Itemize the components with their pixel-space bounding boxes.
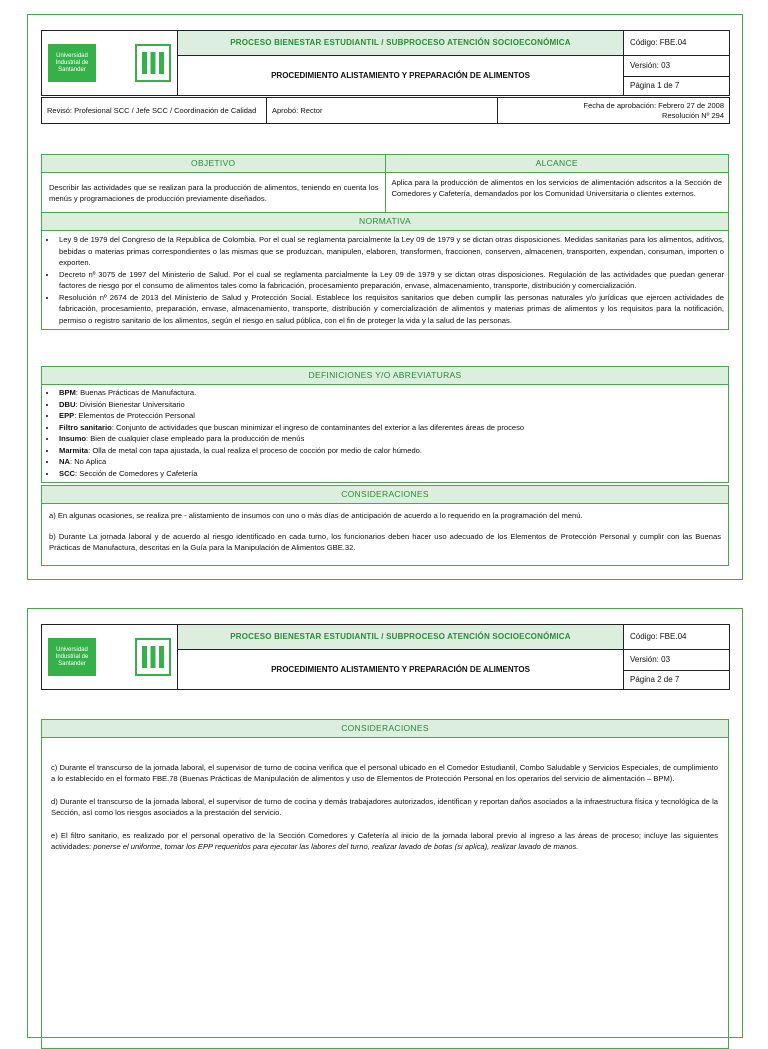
logo-badge: Universidad Industrial de Santander	[48, 638, 96, 676]
document-code: Código: FBE.04	[624, 31, 730, 56]
document-version: Versión: 03	[624, 650, 729, 671]
objetivo-alcance-section	[41, 154, 729, 330]
reviewed-by: Revisó: Profesional SCC / Jefe SCC / Coordinación de Calidad	[42, 98, 267, 124]
document-title: PROCEDIMIENTO ALISTAMIENTO Y PREPARACIÓN DE ALIMENTOS	[178, 650, 624, 690]
objetivo-heading: OBJETIVO	[42, 155, 385, 173]
page-number: Página 2 de 7	[630, 675, 680, 684]
approval-date: Fecha de aprobación: Febrero 27 de 2008	[583, 100, 724, 110]
normativa-list	[42, 234, 724, 326]
consideracion-a: a) En algunas ocasiones, se realiza pre - alistamiento de insumos con uno o más días de anticipación de acuerdo a lo requerido en la programación del menú.	[49, 511, 583, 520]
list-item: • Ley 9 de 1979 del Congreso de la Republica de Colombia. Por el cual se reglamenta parcialmente la Ley 09 de 1979 y se dictan otras disposiciones. Medidas sanitarias para los alimentos, aditivos, bebidas o materias primas correspondientes o las mismas que se produzcan, manipulen, elaboren, transformen, fraccionen, conserven, almacenen, transporten, expendan, consuman, importen o exporten.	[57, 234, 724, 269]
page-number: Página 1 de 7	[630, 81, 680, 90]
document-version: Versión: 03	[624, 56, 729, 77]
process-name: PROCESO BIENESTAR ESTUDIANTIL / SUBPROCESO ATENCIÓN SOCIOECONÓMICA	[178, 625, 624, 650]
definiciones-section	[41, 366, 729, 483]
uis-logo-icon	[135, 44, 171, 82]
normativa-heading: NORMATIVA	[42, 212, 728, 231]
definiciones-list	[42, 387, 724, 479]
list-item: • Insumo: Bien de cualquier clase empleado para la producción de menús	[57, 433, 724, 445]
document-page-2	[27, 608, 743, 1038]
consideracion-e: e) El filtro sanitario, es realizado por el personal operativo de la Sección Comedores y Cafetería al inicio de la jornada laboral previo al ingreso a las áreas de proceso; incluye las siguientes actividades: ponerse el uniforme, tomar los EPP requeridos para ejecutar las labores del turno, realizar lavado de botas (si aplica), realizar lavado de manos.	[51, 831, 718, 851]
list-item: • Filtro sanitario: Conjunto de actividades que buscan minimizar el ingreso de contaminantes del exterior a las diferentes áreas de proceso	[57, 422, 724, 434]
list-item: • Decreto nº 3075 de 1997 del Ministerio de Salud. Por el cual se reglamenta parcialmente la Ley 09 de 1979 y se dictan otras disposiciones. Regulación de las actividades que puedan generar factores de riesgo por el consumo de alimentos tales como la fabricación, procesamiento preparación, envase, almacenamiento, transporte, distribución y comercialización.	[57, 269, 724, 292]
list-item: • BPM: Buenas Prácticas de Manufactura.	[57, 387, 724, 399]
approved-by: Aprobó: Rector	[267, 98, 498, 124]
list-item: • NA: No Aplica	[57, 456, 724, 468]
list-item: • EPP: Elementos de Protección Personal	[57, 410, 724, 422]
list-item: • Resolución nº 2674 de 2013 del Ministerio de Salud y Protección Social. Establece los requisitos sanitarios que deben cumplir las personas naturales y/o jurídicas que ejercen actividades de fabricación, procesamiento, preparación, envase, almacenamiento, transporte, distribución y comercialización de alimentos y materias primas de alimentos y los requisitos para la notificación, permiso o registro sanitario de los alimentos, según el riesgo en salud pública, con el fin de proteger la vida y la salud de las personas.	[57, 292, 724, 327]
consideraciones-section-continued	[41, 719, 729, 1049]
university-logo	[42, 625, 178, 690]
consideraciones-heading: CONSIDERACIONES	[42, 485, 728, 504]
approval-row	[41, 97, 730, 124]
alcance-heading: ALCANCE	[386, 155, 729, 173]
resolution-number: Resolución Nº 294	[662, 110, 724, 120]
consideracion-d: d) Durante el transcurso de la jornada laboral, el supervisor de turno de cocina y demás trabajadores autorizados, identifican y reportan daños asociados a la infraestructura física y tecnológica de la Sección, así como los riesgos asociados a la prestación del servicio.	[51, 797, 718, 817]
logo-badge: Universidad Industrial de Santander	[48, 44, 96, 82]
document-header	[41, 624, 730, 690]
consideracion-b: b) Durante La jornada laboral y de acuerdo al riesgo identificado en cada turno, los funcionarios deben hacer uso adecuado de los Elementos de Protección Personal y cumplir con las Buenas Prácticas de Manufactura, descritas en la Guía para la Manipulación de Alimentos GBE.32.	[49, 532, 721, 552]
list-item: • SCC: Sección de Comedores y Cafetería	[57, 468, 724, 480]
list-item: • DBU: División Bienestar Universitario	[57, 399, 724, 411]
consideracion-c: c) Durante el transcurso de la jornada laboral, el supervisor de turno de cocina verifica que el personal ubicado en el Comedor Estudiantil, Combo Saludable y Servicios Especiales, de cumplimiento a lo establecido en el formato FBE.78 (Buenas Prácticas de Manipulación de alimentos y uso de Elementos de Protección Personal en los operarios del servicio de alimentación – BPM).	[51, 763, 718, 783]
consideraciones-heading: CONSIDERACIONES	[42, 720, 728, 738]
list-item: • Marmita: Olla de metal con tapa ajustada, la cual realiza el proceso de cocción por medio de calor húmedo.	[57, 445, 724, 457]
uis-logo-icon	[135, 638, 171, 676]
definiciones-heading: DEFINICIONES Y/O ABREVIATURAS	[42, 366, 728, 385]
document-header	[41, 30, 730, 96]
alcance-text: Aplica para la producción de alimentos en los servicios de alimentación adscritos a la Sección de Comedores y Cafetería, demandados por los Comunidad Universitaria o clientes externos.	[391, 178, 722, 199]
consideraciones-section	[41, 485, 729, 566]
university-logo	[42, 31, 178, 96]
objetivo-text: Describir las actividades que se realizan para la producción de alimentos, teniendo en cuenta los menús y programaciones de producción previamente diseñados.	[49, 183, 379, 204]
document-code: Código: FBE.04	[624, 625, 730, 650]
document-page-1	[27, 14, 743, 580]
process-name: PROCESO BIENESTAR ESTUDIANTIL / SUBPROCESO ATENCIÓN SOCIOECONÓMICA	[178, 31, 624, 56]
document-title: PROCEDIMIENTO ALISTAMIENTO Y PREPARACIÓN DE ALIMENTOS	[178, 56, 624, 96]
